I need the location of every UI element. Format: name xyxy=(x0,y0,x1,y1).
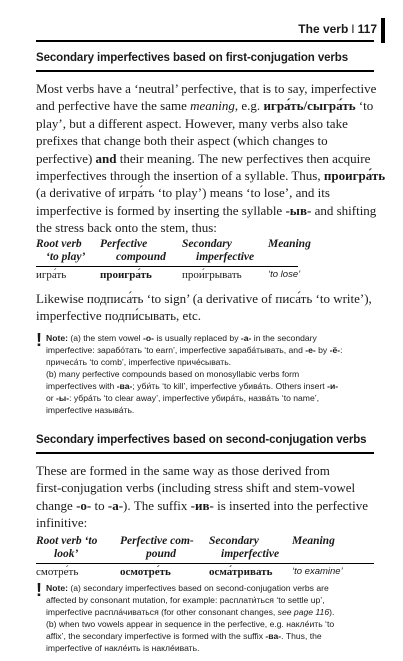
note-box-first xyxy=(36,332,378,422)
text-run: -ив- xyxy=(190,497,214,513)
text-run: and shifting xyxy=(311,202,377,218)
section-heading-second-conjugation: Secondary imperfectives based on second-conjugation verbs xyxy=(36,434,367,446)
text-line xyxy=(36,184,378,201)
text-run: first-conjugation verbs (including stress shift and stem-vowel xyxy=(36,480,356,496)
text-line xyxy=(46,404,343,416)
text-run: (a) the stem vowel xyxy=(67,333,143,343)
text-run: Note: xyxy=(46,583,68,593)
text-run: ‘to xyxy=(355,98,374,114)
text-line xyxy=(36,115,378,132)
text-line xyxy=(46,594,334,606)
text-line xyxy=(36,150,378,167)
text-line xyxy=(46,368,343,380)
text-line xyxy=(46,582,334,594)
text-run: see page 116 xyxy=(277,607,330,617)
text-run: : xyxy=(340,345,343,355)
text-run: affix’, the secondary imperfective is formed with the suffix xyxy=(46,631,266,641)
text-run: -о- xyxy=(76,497,92,513)
text-run: проигра́ть xyxy=(323,168,386,184)
text-run: -ы- xyxy=(56,393,70,403)
table-header-root-verb-2: ‘to play’ xyxy=(46,251,86,263)
table-header-meaning: Meaning xyxy=(292,535,335,547)
text-line xyxy=(36,479,378,496)
text-run: -ва- xyxy=(265,631,282,641)
text-run: -о- xyxy=(142,333,154,343)
text-line xyxy=(46,344,343,356)
text-run: (a derivative of игра́ть ‘to play’) means ‘to lose’, and its xyxy=(36,185,330,201)
text-run: imperfective: зарабо́тать ‘to earn’, imperfective зараба́тывать, and xyxy=(46,345,306,355)
text-line xyxy=(46,356,343,368)
text-run: infinitive: xyxy=(36,515,88,531)
text-line xyxy=(36,132,378,149)
table-cell-meaning: ‘to examine’ xyxy=(292,566,343,577)
table-cell-root: игра́ть xyxy=(36,269,67,281)
note-text-second xyxy=(46,582,334,654)
text-run: change xyxy=(36,497,77,513)
table-header-perfective-2: compound xyxy=(116,251,166,263)
table-header-root-verb: Root verb ‘to xyxy=(36,535,98,547)
text-line xyxy=(36,462,378,479)
text-run: imperfective подпи́сывать, etc. xyxy=(36,308,201,324)
text-run: Most verbs have a ‘neutral’ perfective, that is to say, imperfective xyxy=(36,81,377,96)
table-header-secondary-2: imperfective xyxy=(221,548,280,560)
text-run: -ва- xyxy=(116,381,133,391)
text-run: imperfective of накле́ить is накле́ивать. xyxy=(46,643,200,653)
text-run: -а- xyxy=(107,497,124,513)
text-run: (a) secondary imperfectives based on second-conjugation verbs are xyxy=(67,583,329,593)
text-run: Note: xyxy=(46,333,68,343)
table-cell-meaning: ‘to lose’ xyxy=(268,269,301,280)
text-run: and xyxy=(95,150,117,166)
text-line xyxy=(36,80,378,97)
text-line xyxy=(36,167,386,184)
paragraph-second xyxy=(36,462,378,532)
running-head-section: The verb xyxy=(298,22,349,36)
paragraph-intro xyxy=(36,80,386,237)
section-heading-first-conjugation: Secondary imperfectives based on first-conjugation verbs xyxy=(36,52,349,64)
text-run: ). The suffix xyxy=(123,497,191,513)
text-line xyxy=(36,219,378,236)
text-run: -ыв- xyxy=(285,202,312,218)
text-run: is inserted into the perfective xyxy=(213,497,368,513)
text-run: . Thus, the xyxy=(281,631,322,641)
table-rule xyxy=(36,266,298,267)
text-run: in the secondary xyxy=(251,333,317,343)
table-header-meaning: Meaning xyxy=(268,238,311,250)
text-line xyxy=(46,392,343,404)
note-box-second xyxy=(36,582,378,656)
table-header-secondary: Secondary xyxy=(209,535,259,547)
text-line xyxy=(36,307,378,324)
text-line xyxy=(46,630,334,642)
text-run: (b) many perfective compounds based on monosyllabic verbs form xyxy=(46,369,300,379)
running-head-separator: I xyxy=(351,22,355,36)
running-head xyxy=(298,22,377,36)
text-run: imperfective is formed by inserting the syllable xyxy=(36,202,286,218)
section-rule xyxy=(36,452,374,454)
table-rule xyxy=(36,563,374,564)
table-cell-secondary: осма́тривать xyxy=(209,566,273,578)
text-run: and perfective have the same xyxy=(36,98,191,114)
table-cell-root: смотре́ть xyxy=(36,566,79,578)
text-line xyxy=(46,618,334,630)
text-run: Likewise подписа́ть ‘to sign’ (a derivative of писа́ть ‘to write’), xyxy=(36,291,372,306)
text-line xyxy=(46,642,334,654)
text-run: игра́ть/сыгра́ть xyxy=(263,98,356,114)
running-head-rule xyxy=(36,40,374,42)
text-line xyxy=(46,332,343,344)
text-run: imperfective распла́чиваться (for other consonant changes, xyxy=(46,607,278,617)
text-run: ; уби́ть ‘to kill’, imperfective убива́ть. Others insert xyxy=(132,381,328,391)
text-run: (b) when two vowels appear in sequence in the perfective, e.g. накле́ить ‘to xyxy=(46,619,335,629)
table-header-perfective: Perfective xyxy=(100,238,148,250)
text-run: by xyxy=(315,345,330,355)
table-header-root-verb-2: look’ xyxy=(54,548,79,560)
text-line xyxy=(36,497,378,514)
text-run: affected by consonant mutation, for example: расплати́ться ‘to settle up’, xyxy=(46,595,325,605)
text-line xyxy=(36,290,378,307)
running-head-bar xyxy=(381,18,385,43)
table-header-secondary-2: imperfective xyxy=(196,251,255,263)
text-run: to xyxy=(91,497,108,513)
table-header-root-verb: Root verb xyxy=(36,238,82,250)
text-run: -а- xyxy=(240,333,252,343)
text-run: play’, but a different aspect. However, many verbs also take xyxy=(36,115,348,131)
text-line xyxy=(46,380,343,392)
paragraph-likewise xyxy=(36,290,378,325)
note-warning-icon: ! xyxy=(36,580,42,600)
text-run: imperfective называ́ть. xyxy=(46,405,135,415)
text-run: their meaning. The new perfectives then acquire xyxy=(116,150,371,166)
text-run: the stress back onto the stem, thus: xyxy=(36,220,217,236)
note-warning-icon: ! xyxy=(36,330,42,350)
text-line xyxy=(36,514,378,531)
table-cell-perfective: осмотре́ть xyxy=(120,566,171,578)
text-run: -ё- xyxy=(329,345,341,355)
table-header-perfective: Perfective com- xyxy=(120,535,194,547)
text-run: причеса́ть ‘to comb’, imperfective приче́сывать. xyxy=(46,357,232,367)
text-run: These are formed in the same way as those derived from xyxy=(36,463,330,478)
text-run: prefixes that change both their aspect (which changes to xyxy=(36,133,328,149)
table-header-perfective-2: pound xyxy=(146,548,177,560)
text-line xyxy=(36,202,378,219)
table-cell-perfective: проигра́ть xyxy=(100,269,152,281)
text-run: -е- xyxy=(305,345,316,355)
text-run: : убра́ть ‘to clear away’, imperfective убира́ть, назва́ть ‘to name’, xyxy=(69,393,320,403)
text-line xyxy=(36,97,378,114)
text-line xyxy=(46,606,334,618)
text-run: meaning xyxy=(190,98,235,114)
text-run: -и- xyxy=(327,381,339,391)
text-run: or xyxy=(46,393,57,403)
text-run: ). xyxy=(329,607,335,617)
text-run: is usually replaced by xyxy=(153,333,241,343)
note-text-first xyxy=(46,332,343,416)
text-run: imperfectives through the insertion of a syllable. Thus, xyxy=(36,168,324,184)
table-cell-secondary: прои́грывать xyxy=(182,269,242,281)
text-run: , e.g. xyxy=(234,98,264,114)
table-header-secondary: Secondary xyxy=(182,238,232,250)
text-run: imperfectives with xyxy=(46,381,117,391)
text-run: perfective) xyxy=(36,150,96,166)
page-number: 117 xyxy=(357,22,377,36)
section-rule xyxy=(36,70,374,72)
